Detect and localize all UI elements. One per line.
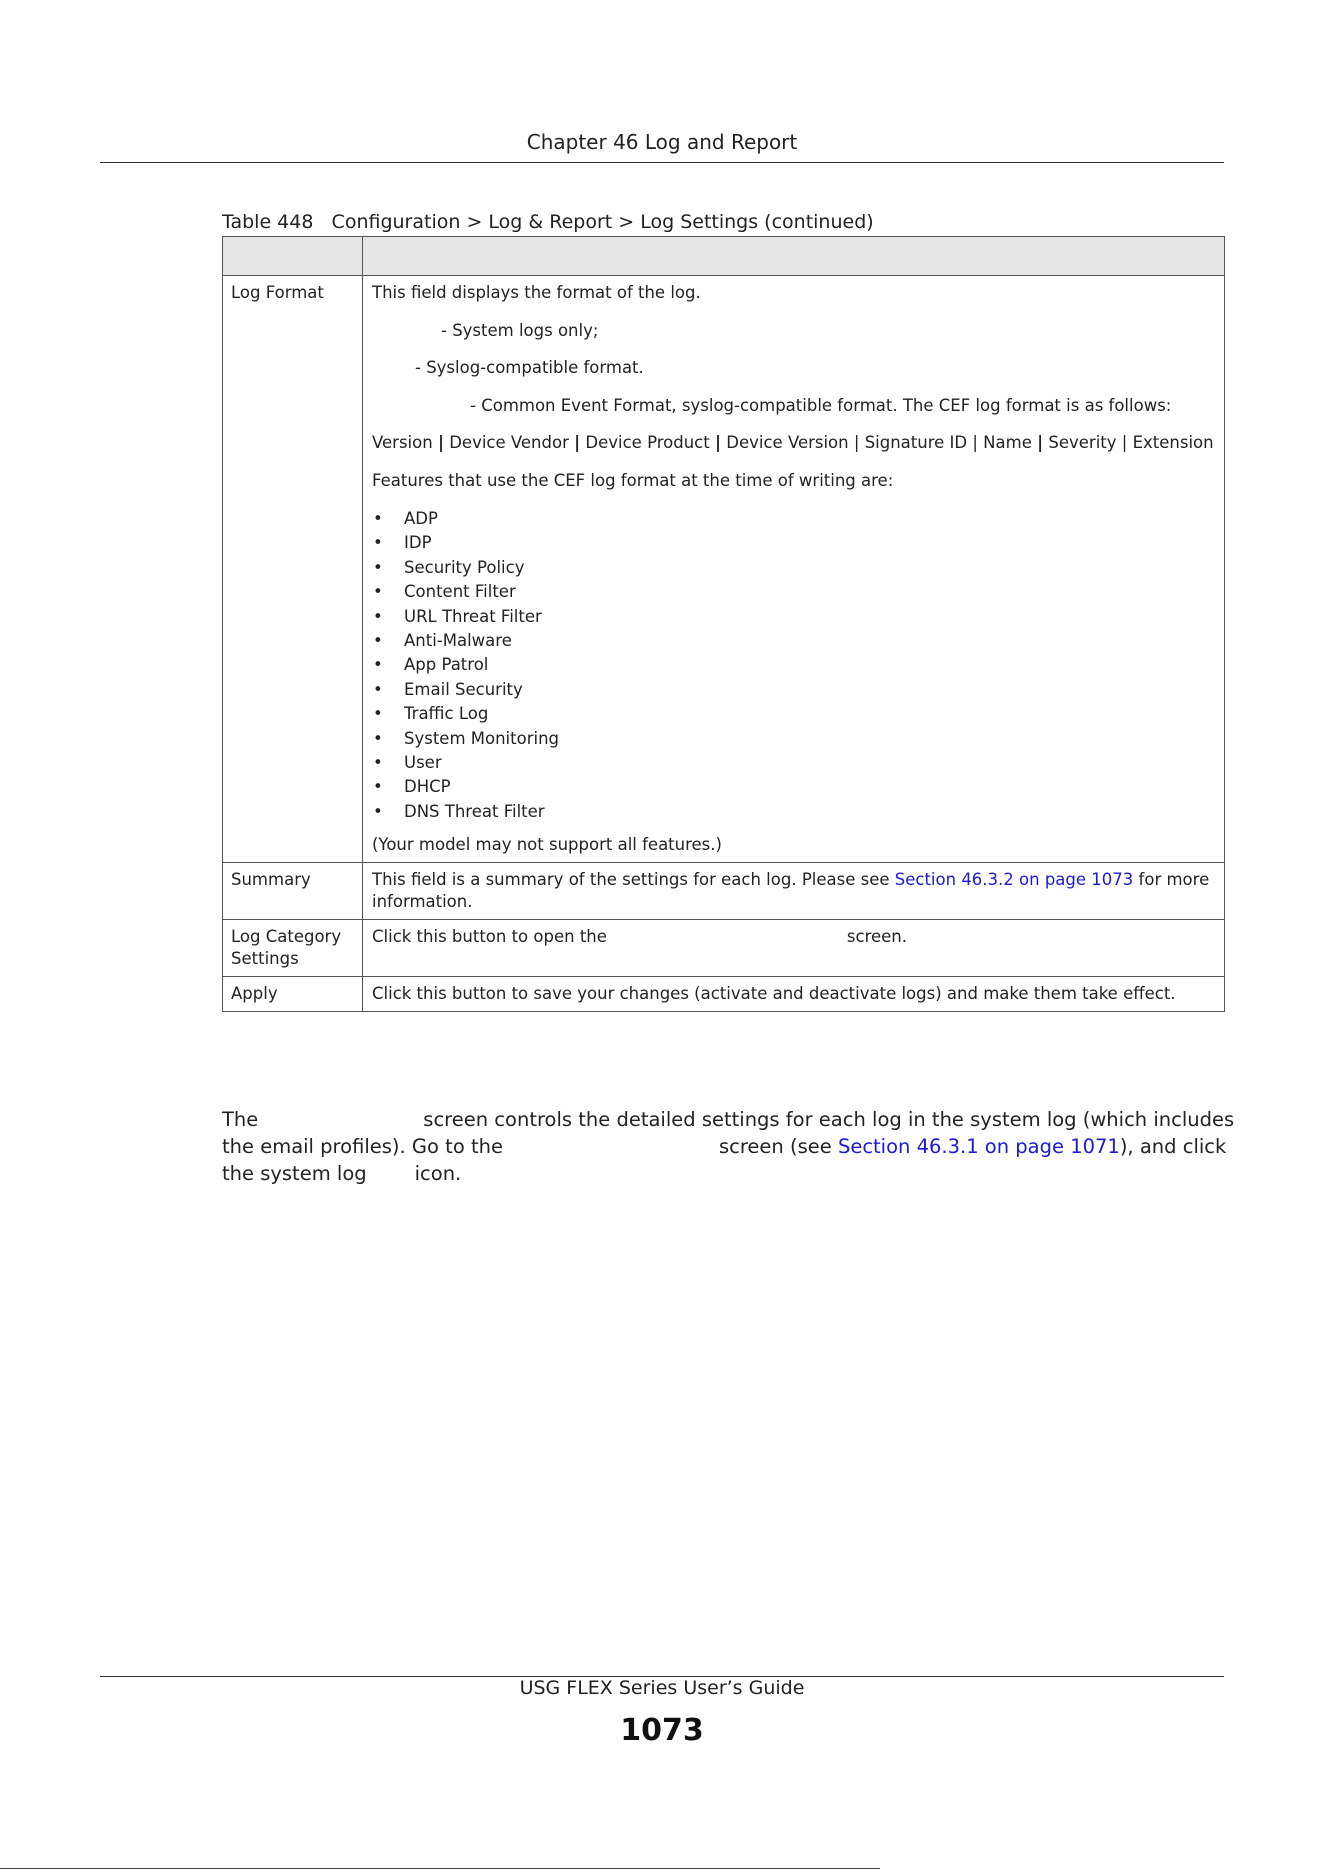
row-label: Summary bbox=[223, 863, 363, 920]
body-line: the system log icon. bbox=[222, 1162, 462, 1185]
chapter-header: Chapter 46 Log and Report bbox=[526, 130, 798, 154]
list-item: • ADP bbox=[373, 509, 438, 528]
row-label: Apply bbox=[223, 977, 363, 1012]
features-intro: Features that use the CEF log format at the time of writing are: bbox=[372, 470, 894, 490]
table-row-log-category-settings bbox=[223, 920, 1225, 977]
cef-field: Severity bbox=[1048, 433, 1117, 452]
cef-field: Device Version bbox=[726, 433, 849, 452]
format-syslog: - Syslog-compatible format. bbox=[415, 358, 644, 377]
table-row-log-format bbox=[223, 276, 1225, 863]
cef-field: Name bbox=[983, 433, 1032, 452]
cef-field: Extension bbox=[1132, 433, 1214, 452]
support-note: (Your model may not support all features.) bbox=[372, 835, 722, 855]
list-item: • DHCP bbox=[373, 777, 451, 797]
row-label: Log Category Settings bbox=[223, 920, 363, 977]
table-row-summary bbox=[223, 863, 1225, 920]
list-item: • Anti-Malware bbox=[373, 631, 512, 651]
body-paragraph bbox=[222, 1106, 1235, 1187]
list-item: • Traffic Log bbox=[373, 704, 489, 724]
cef-format-line: Version | Device Vendor | Device Product | Device Version | Signature ID | Name | Severity | Extension bbox=[372, 433, 1214, 452]
header-cell-description bbox=[363, 237, 1225, 276]
cef-field: Version bbox=[372, 433, 433, 452]
table-row-apply bbox=[223, 977, 1225, 1012]
bottom-rule bbox=[0, 1868, 880, 1869]
row-label: Log Format bbox=[223, 276, 363, 863]
body-line: The screen controls the detailed settings for each log in the system log (which includes bbox=[222, 1108, 1235, 1131]
features-list bbox=[372, 507, 1216, 824]
list-item: • App Patrol bbox=[373, 655, 489, 675]
list-item: • IDP bbox=[373, 533, 432, 553]
list-item: • Content Filter bbox=[373, 582, 516, 602]
list-item: • User bbox=[373, 753, 442, 773]
section-link[interactable]: Section 46.3.1 on page 1071 bbox=[837, 1135, 1120, 1158]
cef-field: Device Vendor bbox=[449, 433, 569, 452]
row-description: Click this button to open the screen. bbox=[363, 920, 1225, 977]
format-cef: - Common Event Format, syslog-compatible format. The CEF log format is as follows: bbox=[470, 395, 1172, 415]
guide-title: USG FLEX Series User’s Guide bbox=[519, 1677, 805, 1699]
log-settings-table bbox=[222, 236, 1224, 1012]
cef-field: Device Product bbox=[585, 433, 710, 452]
header-rule bbox=[100, 162, 1224, 163]
header-cell-label bbox=[223, 237, 363, 276]
format-system-logs: - System logs only; bbox=[441, 320, 599, 340]
page-number: 1073 bbox=[620, 1713, 704, 1748]
list-item: • Security Policy bbox=[373, 557, 525, 577]
table-caption: Table 448 Configuration > Log & Report > Log Settings (continued) bbox=[222, 211, 874, 233]
list-item: • URL Threat Filter bbox=[373, 606, 542, 626]
list-item: • Email Security bbox=[373, 679, 523, 699]
list-item: • DNS Threat Filter bbox=[373, 801, 545, 821]
row-description bbox=[363, 276, 1225, 863]
body-line: the email profiles). Go to the screen (see Section 46.3.1 on page 1071), and click bbox=[222, 1135, 1227, 1158]
row-description: Click this button to save your changes (activate and deactivate logs) and make them take effect. bbox=[363, 977, 1225, 1012]
description-text: This field displays the format of the log. bbox=[372, 283, 701, 302]
cef-field: Signature ID bbox=[864, 433, 968, 452]
section-link[interactable]: Section 46.3.2 on page 1073 bbox=[894, 870, 1134, 890]
list-item: • System Monitoring bbox=[373, 728, 560, 748]
table-header-row bbox=[223, 237, 1225, 276]
row-description: This field is a summary of the settings for each log. Please see Section 46.3.2 on page 1073 for more information. bbox=[363, 863, 1225, 920]
